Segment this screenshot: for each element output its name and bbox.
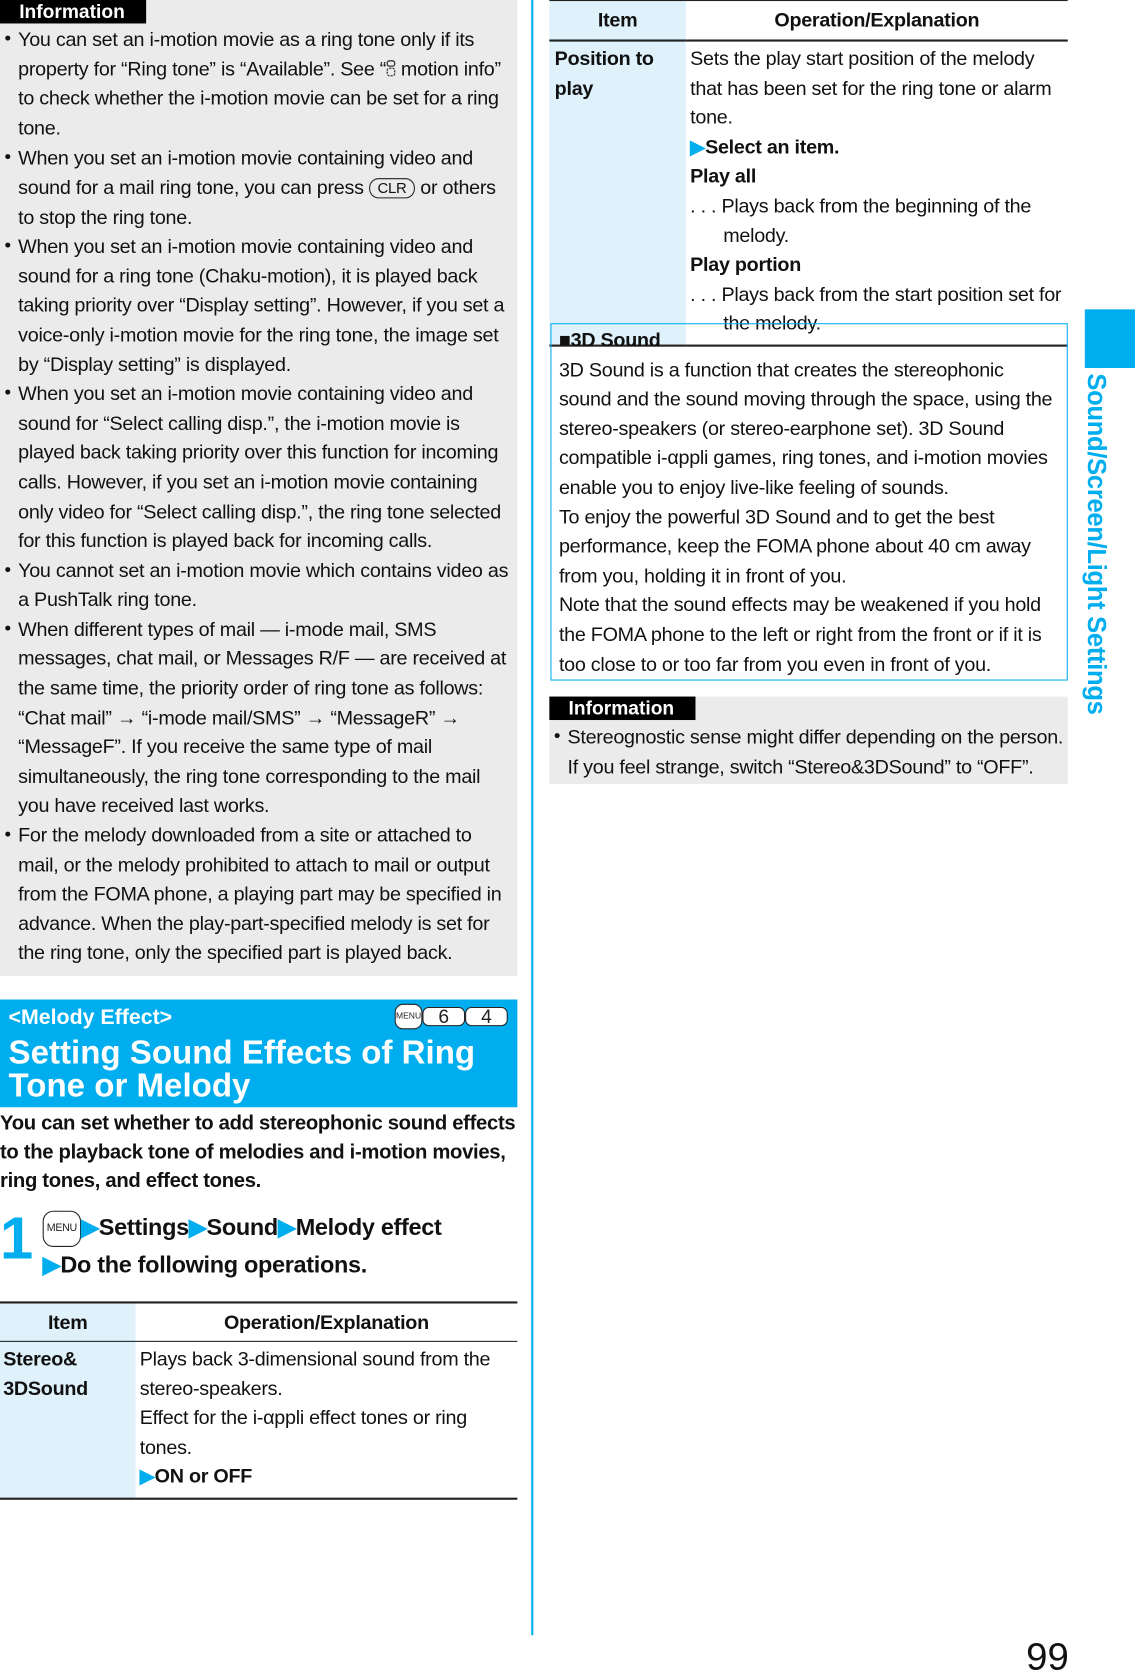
square-bullet-icon: ■ xyxy=(558,328,571,351)
column-header-item: Item xyxy=(549,1,686,41)
motion-info-icon xyxy=(386,58,396,77)
table-row xyxy=(549,41,1067,346)
info-bullet: ● When different types of mail — i-mode mail, SMS messages, chat mail, or Messages R/F — are received at the same time, the priority order of ring tone as follows: “Chat mail” → “i-mode mail/SMS” → “MessageR” → “MessageF”. If you receive the same type of mail simultaneously, the ring tone corresponding to the mail you have received last works. xyxy=(0,614,512,820)
key-6-icon: 6 xyxy=(422,1007,465,1026)
information-box xyxy=(549,697,1067,784)
page-number: 99 xyxy=(1026,1634,1069,1678)
position-to-play-table xyxy=(549,0,1067,347)
option-choice: ON or OFF xyxy=(154,1464,253,1488)
section-header xyxy=(0,999,517,1107)
section-title: Setting Sound Effects of Ring Tone or Melody xyxy=(8,1033,476,1105)
menu-key-icon: MENU xyxy=(395,1004,423,1030)
3d-sound-title: 3D Sound xyxy=(570,328,661,351)
section-subtitle: <Melody Effect> xyxy=(8,1005,173,1030)
information-label: Information xyxy=(549,697,695,720)
info-bullet: ● Stereognostic sense might differ depending on the person. If you feel strange, switch “Stereo&3DSound” to “OFF”. xyxy=(549,722,1063,781)
explanation-cell: Plays back 3-dimensional sound from the stereo-speakers. Effect for the i-αppli effect tones or ring tones. ▶ON or OFF xyxy=(139,1347,491,1488)
information-box xyxy=(0,0,517,976)
step-number: 1 xyxy=(0,1204,34,1272)
column-header-item: Item xyxy=(0,1302,135,1341)
chapter-tab-marker xyxy=(1085,309,1135,368)
column-divider xyxy=(531,0,533,1635)
arrow-icon: ▶ xyxy=(188,1213,207,1241)
arrow-icon: ▶ xyxy=(139,1464,155,1488)
clr-key-icon: CLR xyxy=(369,178,415,198)
key-4-icon: 4 xyxy=(465,1007,508,1026)
option-name: Play all xyxy=(690,164,757,188)
arrow-icon: ▶ xyxy=(42,1251,61,1279)
information-label: Information xyxy=(0,0,146,23)
step-instruction: MENU ▶Settings▶Sound▶Melody effect ▶Do the following operations. xyxy=(43,1210,523,1284)
info-bullet: ● When you set an i-motion movie containing video and sound for a mail ring tone, you can press CLR or others to stop the ring tone. xyxy=(0,143,512,231)
arrow-icon: ▶ xyxy=(690,135,706,158)
option-name: Play portion xyxy=(690,252,801,276)
column-header-operation: Operation/Explanation xyxy=(223,1310,429,1334)
info-bullet: ● You cannot set an i-motion movie which contains video as a PushTalk ring tone. xyxy=(0,555,512,614)
3d-sound-box: ■3D Sound 3D Sound is a function that creates the stereophonic sound and the sound moving through the space, using the stereo-speakers (or stereo-earphone set). 3D Sound compatible i-αppli games, ring tones, and i-motion movies enable you to enjoy live-like feeling of sounds. To enjoy the powerful 3D Sound and to get the best performance, keep the FOMA phone about 40 cm away from you, holding it in front of you. Note that the sound effects may be weakened if you hold the FOMA phone to the left or right from the front or if it is too close to or too far from you even in front of you. xyxy=(550,323,1067,680)
item-cell: Stereo& 3DSound xyxy=(0,1341,135,1498)
table-row xyxy=(0,1341,517,1498)
arrow-icon: ▶ xyxy=(81,1213,99,1241)
arrow-icon: ▶ xyxy=(277,1213,296,1241)
melody-effect-table xyxy=(0,1301,517,1499)
info-bullet: ● You can set an i-motion movie as a ring tone only if its property for “Ring tone” is “Available”. See “ motion info” to check whether the i-motion movie can be set for a ring tone. xyxy=(0,25,512,143)
item-cell: Position to play xyxy=(549,41,686,346)
shortcut-keys xyxy=(395,1004,508,1030)
section-intro: You can set whether to add stereophonic sound effects to the playback tone of melodies and i-motion movies, ring tones, and effect tones. xyxy=(0,1112,516,1193)
info-bullet: ● When you set an i-motion movie containing video and sound for “Select calling disp.”, the i-motion movie is played back taking priority over this function for incoming calls. However, if you set an i-motion movie containing only video for “Select calling disp.”, the ring tone selected for this function is played back for incoming calls. xyxy=(0,379,512,556)
menu-key-icon: MENU xyxy=(43,1211,81,1247)
column-header-operation: Operation/Explanation xyxy=(774,8,980,32)
info-bullet: ● For the melody downloaded from a site or attached to mail, or the melody prohibited to attach to mail or output from the FOMA phone, a playing part may be specified in advance. When the play-part-specified melody is set for the ring tone, only the specified part is played back. xyxy=(0,820,512,967)
chapter-tab-label: Sound/Screen/Light Settings xyxy=(1081,373,1111,715)
info-bullet: ● When you set an i-motion movie containing video and sound for a ring tone (Chaku-motion), it is played back taking priority over “Display setting”. However, if you set a voice-only i-motion movie for the ring tone, the image set by “Display setting” is displayed. xyxy=(0,232,512,379)
explanation-cell: Sets the play start position of the melody that has been set for the ring tone or alarm tone. ▶Select an item. Play all . . . Plays back from the beginning of the melody. Play portion . . . Plays back from the start position set for the melody. xyxy=(686,41,1068,346)
